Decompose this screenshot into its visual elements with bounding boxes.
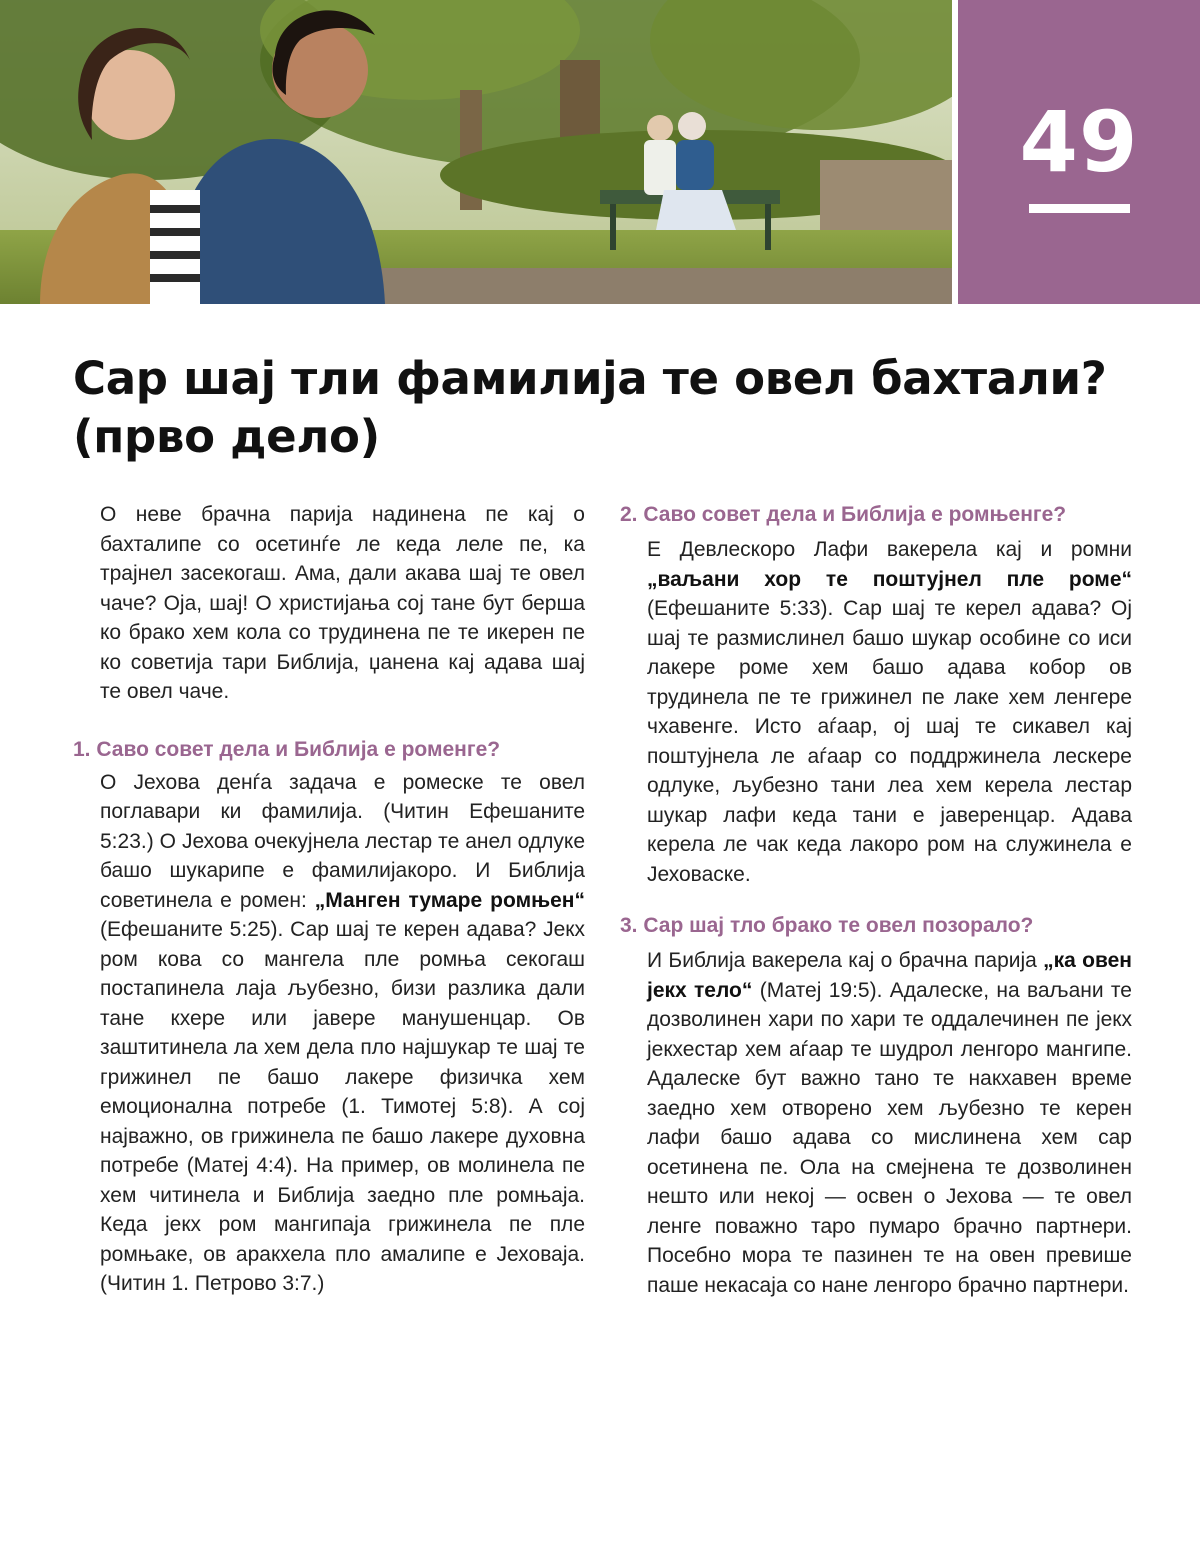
section-2-text-a: Е Девлескоро Лафи вакерела кај и ромни [647,538,1132,561]
section-2-text-b: (Ефешаните 5:33). Сар шај те керел адава? Ој шај те размислинел башо шукар особине со иси лакере роме хем башо адава кобор ов трудинела пе те грижинел пе лаке хем ленгере чхавенге. Исто аѓаар, ој шај те сикавел кај поштујнела ле аѓаар со поддржинела лескере одлуке, љубезно тани леа хем керела лестар шукар лафи кеда тани е јаверенцар. Адава керела ле чак кеда лакоро ром на служинела е Јеховаске. [647,597,1132,886]
right-column [620,500,1132,1300]
section-3-text-b: (Матеј 19:5). Адалеске, на ваљани те дозволинен хари по хари те оддалечинен пе јекх јекхестар хем аѓаар те шудрол ленгоро мангипе. Адалеске бут важно тано те накхавен време заедно хем отворено хем љубезно те керен лафи башо адава со мислинена хем сар осетинена пе. Ола на смејнена те дозволинен нешто или некој — освен о Јехова — те овел ленге поважно таро пумаро брачно партнери. Посебно мора те пазинен те на овен превише паше некасаја со нане ленгоро брачно партнери. [647,978,1132,1297]
section-2-heading: 2. Саво совет дела и Библија е ромњенге? [620,503,1067,526]
section-2-scripture-quote: „ваљани хор те поштујнел пле роме“ [647,567,1132,591]
left-column [73,500,585,1299]
section-1-text-a: О Јехова денѓа задача е ромеске те овел поглавари ки фамилија. (Читин Ефешаните 5:23.) О Јехова очекујнела лестар те анел одлуке башо шукарипе е фамилијакоро. И Библија советинела е ромен: [100,770,585,912]
section-1-text-b: (Ефешаните 5:25). Сар шај те керен адава? Јекх ром кова со мангела пле ромња секогаш постапинела лаја љубезно, бизи разлика дали тане кхере или јавере манушенцар. Ов заштитинела ла хем дела пло најшукар те шај те грижинел пе башо лакере физичка хем емоционална потребе (1. Тимотеј 5:8). А сој најважно, ов грижинела пе башо лакере духовна потребе (Матеј 4:4). На пример, ов молинела пе хем читинела и Библија заедно пле ромњаја. Кеда јекх ром мангипаја грижинела пе пле ромњаке, ов аракхела пло амалипе е Јеховаја. (Читин 1. Петрово 3:7.) [100,918,585,1295]
page-title-line-1: Сар шај тли фамилија те овел бахтали? [73,352,1107,405]
lesson-number-box [958,0,1200,304]
section-3-body [620,946,1132,1300]
section-3-text-a: И Библија вакерела кај о брачна парија [647,949,1044,972]
section-2-body [620,535,1132,889]
header-photo [0,0,952,304]
section-3-heading: 3. Сар шај тло брако те овел позорало? [620,914,1034,937]
section-3-scripture-quote: „ка овен јекх тело“ [647,949,1132,1002]
section-1-heading: 1. Саво совет дела и Библија е роменге? [73,737,501,761]
intro-paragraph: О неве брачна парија надинена пе кај о бахталипе со осетинѓе ле кеда леле пе, ка трајнел засекогаш. Ама, дали акава шај те овел чаче? Оја, шај! О христијања сој тане бут берша ко бракo хем кола со трудинена пе те икерен пе ко советија тари Библија, џанена кај адава шај те овел чаче. [100,503,585,703]
lesson-number-underline [1029,204,1130,213]
section-1-body [73,768,585,1299]
page-title [73,350,1153,466]
section-1-scripture-quote: „Манген тумаре ромњен“ [314,888,585,912]
lesson-number: 49 [1019,93,1139,191]
park-illustration [0,0,952,304]
page-title-line-2: (прво дело) [73,410,380,463]
